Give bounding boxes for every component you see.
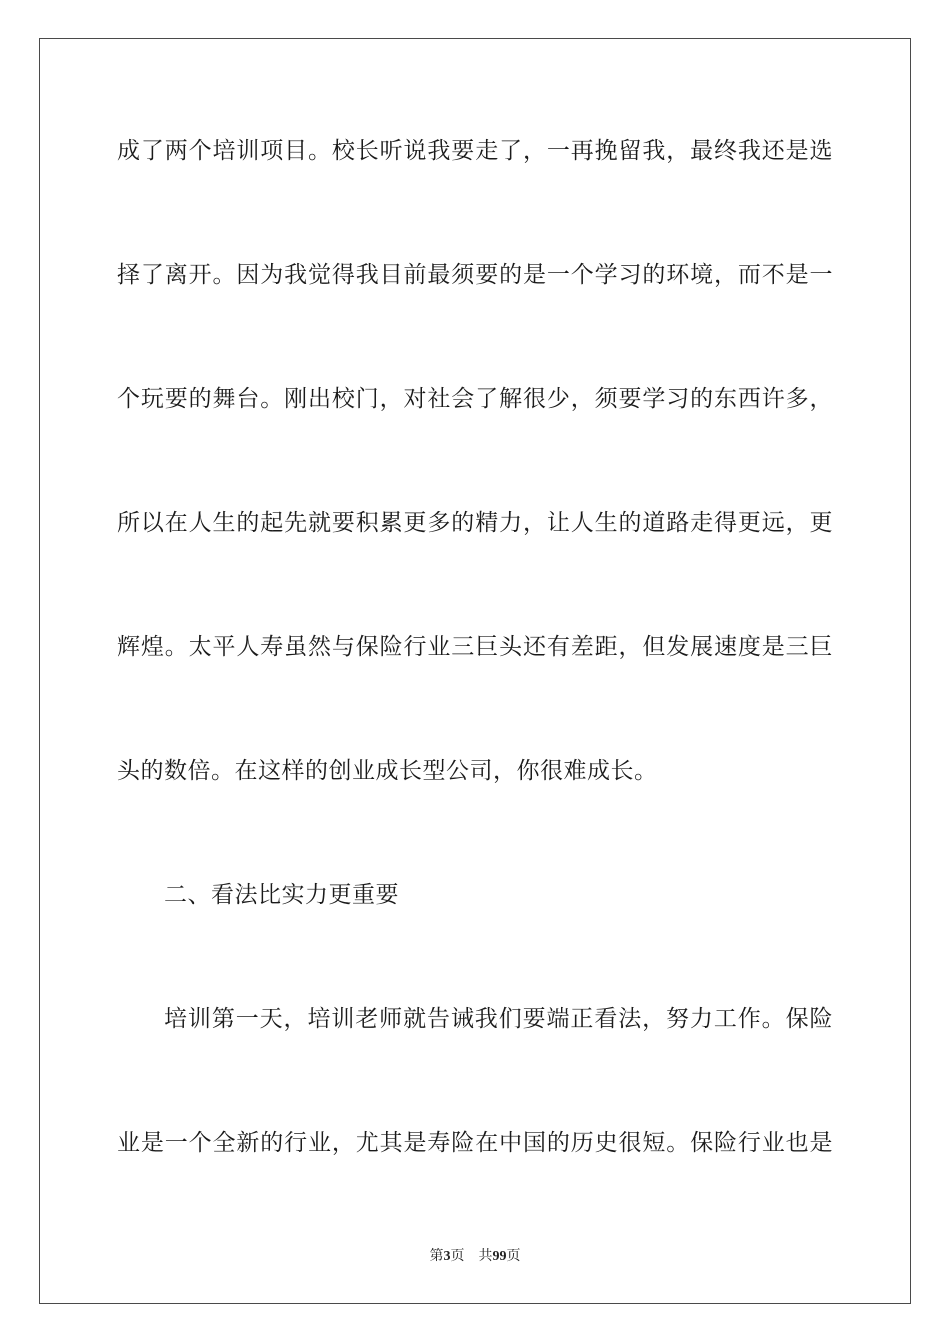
page-footer xyxy=(0,1248,950,1266)
page-border xyxy=(39,38,911,1304)
section-heading: 二、看法比实力更重要 xyxy=(164,882,399,908)
page-number: 3 xyxy=(443,1249,451,1264)
body-text-line: 培训第一天，培训老师就告诫我们要端正看法，努力工作。保险 xyxy=(164,1006,833,1032)
body-text-line: 业是一个全新的行业，尤其是寿险在中国的历史很短。保险行业也是 xyxy=(117,1130,833,1156)
total-prefix: 共 xyxy=(478,1249,493,1264)
body-text-line: 成了两个培训项目。校长听说我要走了，一再挽留我，最终我还是选 xyxy=(117,138,833,164)
body-text-line: 头的数倍。在这样的创业成长型公司，你很难成长。 xyxy=(117,758,658,784)
body-text-line: 个玩要的舞台。刚出校门，对社会了解很少，须要学习的东西许多， xyxy=(117,386,833,412)
total-pages: 99 xyxy=(492,1249,507,1264)
body-text-line: 择了离开。因为我觉得我目前最须要的是一个学习的环境，而不是一 xyxy=(117,262,833,288)
page-suffix: 页 xyxy=(450,1249,465,1264)
total-suffix: 页 xyxy=(506,1249,521,1264)
page-prefix: 第 xyxy=(429,1249,444,1264)
body-text-line: 所以在人生的起先就要积累更多的精力，让人生的道路走得更远，更 xyxy=(117,510,833,536)
body-text-line: 辉煌。太平人寿虽然与保险行业三巨头还有差距，但发展速度是三巨 xyxy=(117,634,833,660)
